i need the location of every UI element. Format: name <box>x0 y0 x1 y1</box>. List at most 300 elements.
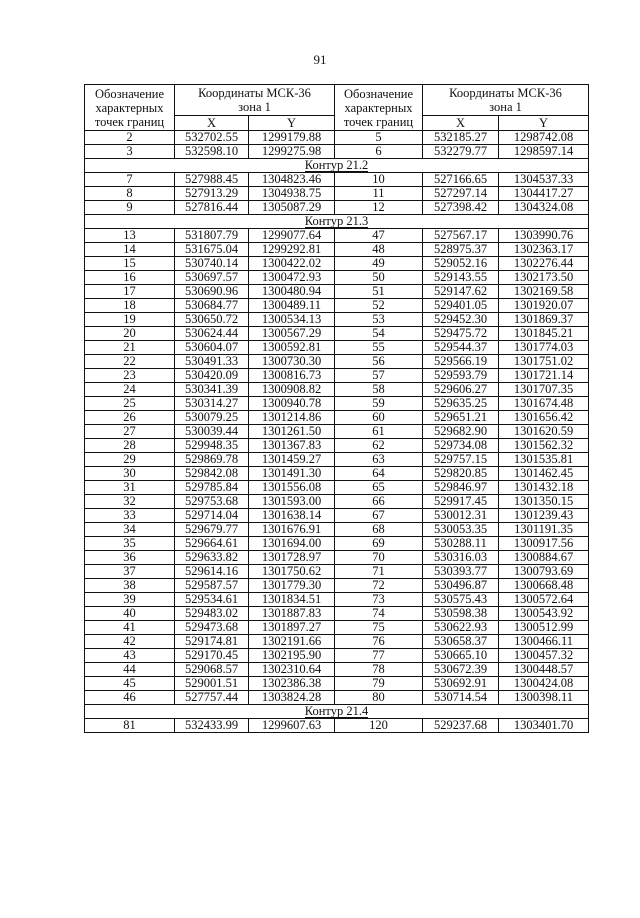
cell-x-right: 529734.08 <box>423 439 499 453</box>
cell-x-right: 529682.90 <box>423 425 499 439</box>
cell-y-right: 1302173.50 <box>499 271 589 285</box>
table-row <box>85 621 589 635</box>
table-row <box>85 131 589 145</box>
cell-point-right: 57 <box>335 369 423 383</box>
cell-y-left: 1305087.29 <box>249 201 335 215</box>
table-row <box>85 201 589 215</box>
cell-y-left: 1301694.00 <box>249 537 335 551</box>
cell-y-right: 1301535.81 <box>499 453 589 467</box>
section-title-text: Контур 21.2 <box>304 158 369 172</box>
cell-x-right: 532185.27 <box>423 131 499 145</box>
cell-y-left: 1300480.94 <box>249 285 335 299</box>
cell-y-right: 1300424.08 <box>499 677 589 691</box>
cell-x-right: 530053.35 <box>423 523 499 537</box>
section-title <box>85 215 589 229</box>
cell-x-left: 529633.82 <box>175 551 249 565</box>
cell-x-right: 530012.31 <box>423 509 499 523</box>
table-header <box>85 85 589 131</box>
table-row <box>85 425 589 439</box>
table-row <box>85 439 589 453</box>
cell-point-right: 76 <box>335 635 423 649</box>
cell-point-left: 24 <box>85 383 175 397</box>
cell-point-left: 18 <box>85 299 175 313</box>
cell-point-left: 35 <box>85 537 175 551</box>
cell-x-left: 529664.61 <box>175 537 249 551</box>
cell-y-right: 1298597.14 <box>499 145 589 159</box>
cell-x-right: 529566.19 <box>423 355 499 369</box>
cell-y-right: 1304537.33 <box>499 173 589 187</box>
table-row <box>85 187 589 201</box>
cell-point-right: 78 <box>335 663 423 677</box>
cell-x-left: 529753.68 <box>175 495 249 509</box>
cell-y-left: 1300534.13 <box>249 313 335 327</box>
cell-x-left: 529785.84 <box>175 481 249 495</box>
cell-x-left: 527757.44 <box>175 691 249 705</box>
cell-point-right: 56 <box>335 355 423 369</box>
y-header-left: Y <box>249 116 335 131</box>
cell-x-right: 529846.97 <box>423 481 499 495</box>
cell-y-right: 1301674.48 <box>499 397 589 411</box>
section-title <box>85 705 589 719</box>
cell-point-left: 36 <box>85 551 175 565</box>
cell-x-left: 529614.16 <box>175 565 249 579</box>
table-row <box>85 369 589 383</box>
cell-point-left: 14 <box>85 243 175 257</box>
cell-y-left: 1301676.91 <box>249 523 335 537</box>
cell-x-left: 530604.07 <box>175 341 249 355</box>
table-row <box>85 537 589 551</box>
cell-y-right: 1301462.45 <box>499 467 589 481</box>
cell-y-left: 1300567.29 <box>249 327 335 341</box>
cell-y-left: 1300908.82 <box>249 383 335 397</box>
table-row <box>85 229 589 243</box>
cell-x-left: 530039.44 <box>175 425 249 439</box>
cell-y-right: 1300457.32 <box>499 649 589 663</box>
cell-y-right: 1301869.37 <box>499 313 589 327</box>
cell-point-left: 2 <box>85 131 175 145</box>
cell-x-left: 530740.14 <box>175 257 249 271</box>
cell-x-left: 532433.99 <box>175 719 249 733</box>
cell-x-right: 532279.77 <box>423 145 499 159</box>
cell-x-left: 530650.72 <box>175 313 249 327</box>
cell-y-right: 1300512.99 <box>499 621 589 635</box>
x-header-left: X <box>175 116 249 131</box>
cell-point-right: 66 <box>335 495 423 509</box>
cell-point-right: 77 <box>335 649 423 663</box>
cell-y-right: 1302169.58 <box>499 285 589 299</box>
cell-x-right: 529143.55 <box>423 271 499 285</box>
cell-y-left: 1300592.81 <box>249 341 335 355</box>
section-title-row <box>85 215 589 229</box>
cell-y-right: 1300572.64 <box>499 593 589 607</box>
cell-y-right: 1301751.02 <box>499 355 589 369</box>
cell-x-left: 530341.39 <box>175 383 249 397</box>
cell-point-left: 25 <box>85 397 175 411</box>
cell-y-left: 1300730.30 <box>249 355 335 369</box>
table-row <box>85 719 589 733</box>
cell-y-right: 1301656.42 <box>499 411 589 425</box>
cell-point-left: 9 <box>85 201 175 215</box>
table-row <box>85 453 589 467</box>
cell-point-left: 34 <box>85 523 175 537</box>
cell-point-left: 17 <box>85 285 175 299</box>
cell-y-right: 1298742.08 <box>499 131 589 145</box>
cell-x-left: 529483.02 <box>175 607 249 621</box>
table-row <box>85 509 589 523</box>
cell-point-left: 23 <box>85 369 175 383</box>
cell-x-left: 529170.45 <box>175 649 249 663</box>
cell-y-left: 1304938.75 <box>249 187 335 201</box>
cell-y-right: 1304324.08 <box>499 201 589 215</box>
cell-point-left: 7 <box>85 173 175 187</box>
cell-point-left: 32 <box>85 495 175 509</box>
cell-x-left: 531807.79 <box>175 229 249 243</box>
cell-point-right: 70 <box>335 551 423 565</box>
table-row <box>85 467 589 481</box>
cell-x-right: 529651.21 <box>423 411 499 425</box>
cell-point-left: 22 <box>85 355 175 369</box>
cell-y-left: 1302386.38 <box>249 677 335 691</box>
cell-x-left: 530684.77 <box>175 299 249 313</box>
cell-y-left: 1303824.28 <box>249 691 335 705</box>
table-row <box>85 397 589 411</box>
cell-y-left: 1301556.08 <box>249 481 335 495</box>
coords-header-right-line2: зона 1 <box>489 100 522 114</box>
cell-x-right: 530672.39 <box>423 663 499 677</box>
cell-point-right: 71 <box>335 565 423 579</box>
cell-y-right: 1301350.15 <box>499 495 589 509</box>
cell-x-left: 529473.68 <box>175 621 249 635</box>
section-title-row <box>85 159 589 173</box>
cell-y-right: 1300398.11 <box>499 691 589 705</box>
cell-point-right: 63 <box>335 453 423 467</box>
cell-y-right: 1304417.27 <box>499 187 589 201</box>
cell-point-right: 58 <box>335 383 423 397</box>
table-row <box>85 635 589 649</box>
cell-y-left: 1299292.81 <box>249 243 335 257</box>
cell-point-left: 42 <box>85 635 175 649</box>
cell-y-right: 1300448.57 <box>499 663 589 677</box>
cell-x-right: 529452.30 <box>423 313 499 327</box>
cell-y-left: 1301214.86 <box>249 411 335 425</box>
table-row <box>85 579 589 593</box>
cell-y-right: 1300884.67 <box>499 551 589 565</box>
cell-y-left: 1302195.90 <box>249 649 335 663</box>
cell-point-left: 43 <box>85 649 175 663</box>
coords-header-left-line1: Координаты МСК-36 <box>198 86 311 100</box>
cell-y-left: 1300472.93 <box>249 271 335 285</box>
cell-x-right: 530692.91 <box>423 677 499 691</box>
cell-point-left: 33 <box>85 509 175 523</box>
cell-point-left: 3 <box>85 145 175 159</box>
cell-x-left: 530690.96 <box>175 285 249 299</box>
cell-point-right: 51 <box>335 285 423 299</box>
y-header-right: Y <box>499 116 589 131</box>
cell-point-right: 69 <box>335 537 423 551</box>
cell-point-left: 41 <box>85 621 175 635</box>
section-title-text: Контур 21.4 <box>304 704 369 718</box>
table-row <box>85 565 589 579</box>
cell-y-right: 1301774.03 <box>499 341 589 355</box>
cell-point-right: 5 <box>335 131 423 145</box>
cell-point-left: 16 <box>85 271 175 285</box>
coords-header-left <box>175 85 335 116</box>
cell-y-left: 1301887.83 <box>249 607 335 621</box>
cell-y-left: 1301750.62 <box>249 565 335 579</box>
cell-point-left: 44 <box>85 663 175 677</box>
cell-x-right: 530575.43 <box>423 593 499 607</box>
cell-x-right: 529757.15 <box>423 453 499 467</box>
table-row <box>85 173 589 187</box>
cell-point-left: 81 <box>85 719 175 733</box>
cell-y-right: 1303401.70 <box>499 719 589 733</box>
cell-x-right: 528975.37 <box>423 243 499 257</box>
cell-point-right: 68 <box>335 523 423 537</box>
cell-x-right: 527166.65 <box>423 173 499 187</box>
table-row <box>85 257 589 271</box>
cell-point-right: 67 <box>335 509 423 523</box>
cell-point-right: 72 <box>335 579 423 593</box>
cell-x-right: 527297.14 <box>423 187 499 201</box>
table-row <box>85 495 589 509</box>
cell-point-right: 62 <box>335 439 423 453</box>
cell-y-left: 1301459.27 <box>249 453 335 467</box>
cell-y-right: 1302276.44 <box>499 257 589 271</box>
cell-point-left: 20 <box>85 327 175 341</box>
cell-y-right: 1301432.18 <box>499 481 589 495</box>
cell-x-right: 529635.25 <box>423 397 499 411</box>
cell-point-left: 31 <box>85 481 175 495</box>
coords-header-right <box>423 85 589 116</box>
cell-point-right: 47 <box>335 229 423 243</box>
cell-x-left: 530491.33 <box>175 355 249 369</box>
point-label-header-right: Обозначение характерных точек границ <box>335 85 423 131</box>
cell-x-left: 530079.25 <box>175 411 249 425</box>
cell-y-left: 1301779.30 <box>249 579 335 593</box>
cell-x-right: 529052.16 <box>423 257 499 271</box>
cell-y-right: 1301562.32 <box>499 439 589 453</box>
section-title <box>85 159 589 173</box>
table-row <box>85 299 589 313</box>
cell-y-left: 1300489.11 <box>249 299 335 313</box>
table-row <box>85 551 589 565</box>
cell-point-left: 8 <box>85 187 175 201</box>
cell-y-left: 1299607.63 <box>249 719 335 733</box>
cell-point-right: 48 <box>335 243 423 257</box>
table-row <box>85 341 589 355</box>
cell-x-right: 529593.79 <box>423 369 499 383</box>
cell-y-right: 1300668.48 <box>499 579 589 593</box>
cell-point-left: 19 <box>85 313 175 327</box>
cell-x-left: 531675.04 <box>175 243 249 257</box>
cell-x-right: 530316.03 <box>423 551 499 565</box>
cell-x-right: 529237.68 <box>423 719 499 733</box>
table-row <box>85 691 589 705</box>
cell-x-left: 530697.57 <box>175 271 249 285</box>
cell-y-left: 1301261.50 <box>249 425 335 439</box>
cell-y-right: 1301707.35 <box>499 383 589 397</box>
cell-point-right: 52 <box>335 299 423 313</box>
table-row <box>85 243 589 257</box>
cell-y-left: 1301728.97 <box>249 551 335 565</box>
cell-x-left: 529842.08 <box>175 467 249 481</box>
cell-point-right: 50 <box>335 271 423 285</box>
cell-x-right: 529401.05 <box>423 299 499 313</box>
table-row <box>85 313 589 327</box>
cell-x-right: 529606.27 <box>423 383 499 397</box>
table-row <box>85 607 589 621</box>
cell-y-left: 1301491.30 <box>249 467 335 481</box>
section-title-text: Контур 21.3 <box>304 214 369 228</box>
cell-x-right: 527398.42 <box>423 201 499 215</box>
cell-x-left: 527988.45 <box>175 173 249 187</box>
cell-point-right: 79 <box>335 677 423 691</box>
table-row <box>85 285 589 299</box>
cell-point-right: 120 <box>335 719 423 733</box>
cell-x-right: 530288.11 <box>423 537 499 551</box>
cell-x-right: 529147.62 <box>423 285 499 299</box>
cell-x-right: 530658.37 <box>423 635 499 649</box>
cell-point-left: 29 <box>85 453 175 467</box>
cell-y-right: 1301845.21 <box>499 327 589 341</box>
cell-y-left: 1299077.64 <box>249 229 335 243</box>
coordinates-table <box>84 84 589 733</box>
table-body <box>85 131 589 733</box>
cell-point-left: 45 <box>85 677 175 691</box>
cell-point-right: 74 <box>335 607 423 621</box>
cell-y-right: 1301920.07 <box>499 299 589 313</box>
cell-point-right: 53 <box>335 313 423 327</box>
coords-header-right-line1: Координаты МСК-36 <box>449 86 562 100</box>
cell-x-left: 529068.57 <box>175 663 249 677</box>
cell-y-left: 1301834.51 <box>249 593 335 607</box>
cell-x-left: 529869.78 <box>175 453 249 467</box>
cell-y-left: 1299179.88 <box>249 131 335 145</box>
cell-x-right: 530665.10 <box>423 649 499 663</box>
cell-x-left: 532598.10 <box>175 145 249 159</box>
cell-x-left: 529587.57 <box>175 579 249 593</box>
cell-point-right: 6 <box>335 145 423 159</box>
cell-y-left: 1300422.02 <box>249 257 335 271</box>
cell-point-left: 21 <box>85 341 175 355</box>
table-row <box>85 355 589 369</box>
cell-point-right: 73 <box>335 593 423 607</box>
cell-y-left: 1301593.00 <box>249 495 335 509</box>
point-label-header-left: Обозначение характерных точек границ <box>85 85 175 131</box>
table-row <box>85 327 589 341</box>
cell-x-right: 530622.93 <box>423 621 499 635</box>
cell-y-left: 1300816.73 <box>249 369 335 383</box>
cell-x-left: 530314.27 <box>175 397 249 411</box>
cell-point-left: 15 <box>85 257 175 271</box>
page-number: 91 <box>313 52 327 67</box>
cell-point-left: 28 <box>85 439 175 453</box>
cell-x-left: 527913.29 <box>175 187 249 201</box>
table-row <box>85 677 589 691</box>
cell-y-left: 1301638.14 <box>249 509 335 523</box>
cell-y-right: 1300917.56 <box>499 537 589 551</box>
cell-x-right: 529544.37 <box>423 341 499 355</box>
cell-y-right: 1301620.59 <box>499 425 589 439</box>
cell-point-left: 38 <box>85 579 175 593</box>
cell-point-right: 75 <box>335 621 423 635</box>
cell-x-left: 527816.44 <box>175 201 249 215</box>
x-header-right: X <box>423 116 499 131</box>
cell-point-left: 30 <box>85 467 175 481</box>
cell-point-left: 37 <box>85 565 175 579</box>
cell-point-right: 55 <box>335 341 423 355</box>
cell-point-right: 12 <box>335 201 423 215</box>
cell-x-right: 529820.85 <box>423 467 499 481</box>
section-title-row <box>85 705 589 719</box>
cell-y-right: 1300543.92 <box>499 607 589 621</box>
table-row <box>85 145 589 159</box>
cell-x-left: 530420.09 <box>175 369 249 383</box>
cell-x-right: 530598.38 <box>423 607 499 621</box>
cell-point-right: 10 <box>335 173 423 187</box>
cell-x-right: 530496.87 <box>423 579 499 593</box>
cell-x-left: 529174.81 <box>175 635 249 649</box>
cell-x-left: 529679.77 <box>175 523 249 537</box>
cell-y-left: 1301367.83 <box>249 439 335 453</box>
cell-x-left: 530624.44 <box>175 327 249 341</box>
cell-point-right: 11 <box>335 187 423 201</box>
cell-x-left: 529534.61 <box>175 593 249 607</box>
cell-x-left: 529948.35 <box>175 439 249 453</box>
cell-y-left: 1300940.78 <box>249 397 335 411</box>
cell-point-right: 60 <box>335 411 423 425</box>
cell-y-right: 1301191.35 <box>499 523 589 537</box>
cell-point-right: 65 <box>335 481 423 495</box>
cell-y-left: 1304823.46 <box>249 173 335 187</box>
table-row <box>85 523 589 537</box>
cell-point-left: 46 <box>85 691 175 705</box>
cell-y-right: 1300466.11 <box>499 635 589 649</box>
cell-point-right: 64 <box>335 467 423 481</box>
cell-x-right: 529917.45 <box>423 495 499 509</box>
table-row <box>85 481 589 495</box>
cell-point-right: 49 <box>335 257 423 271</box>
cell-y-right: 1303990.76 <box>499 229 589 243</box>
cell-x-right: 529475.72 <box>423 327 499 341</box>
table-row <box>85 271 589 285</box>
cell-point-left: 26 <box>85 411 175 425</box>
cell-point-right: 80 <box>335 691 423 705</box>
cell-x-left: 532702.55 <box>175 131 249 145</box>
cell-point-left: 39 <box>85 593 175 607</box>
cell-x-left: 529714.04 <box>175 509 249 523</box>
cell-y-right: 1300793.69 <box>499 565 589 579</box>
cell-y-right: 1301721.14 <box>499 369 589 383</box>
cell-y-left: 1299275.98 <box>249 145 335 159</box>
cell-point-right: 61 <box>335 425 423 439</box>
cell-y-left: 1302310.64 <box>249 663 335 677</box>
table-row <box>85 383 589 397</box>
coords-header-left-line2: зона 1 <box>238 100 271 114</box>
cell-point-left: 27 <box>85 425 175 439</box>
cell-x-right: 527567.17 <box>423 229 499 243</box>
cell-point-right: 54 <box>335 327 423 341</box>
cell-y-left: 1301897.27 <box>249 621 335 635</box>
table-row <box>85 663 589 677</box>
table-row <box>85 649 589 663</box>
cell-y-right: 1302363.17 <box>499 243 589 257</box>
cell-point-left: 13 <box>85 229 175 243</box>
cell-y-left: 1302191.66 <box>249 635 335 649</box>
table-row <box>85 593 589 607</box>
table-row <box>85 411 589 425</box>
cell-point-left: 40 <box>85 607 175 621</box>
